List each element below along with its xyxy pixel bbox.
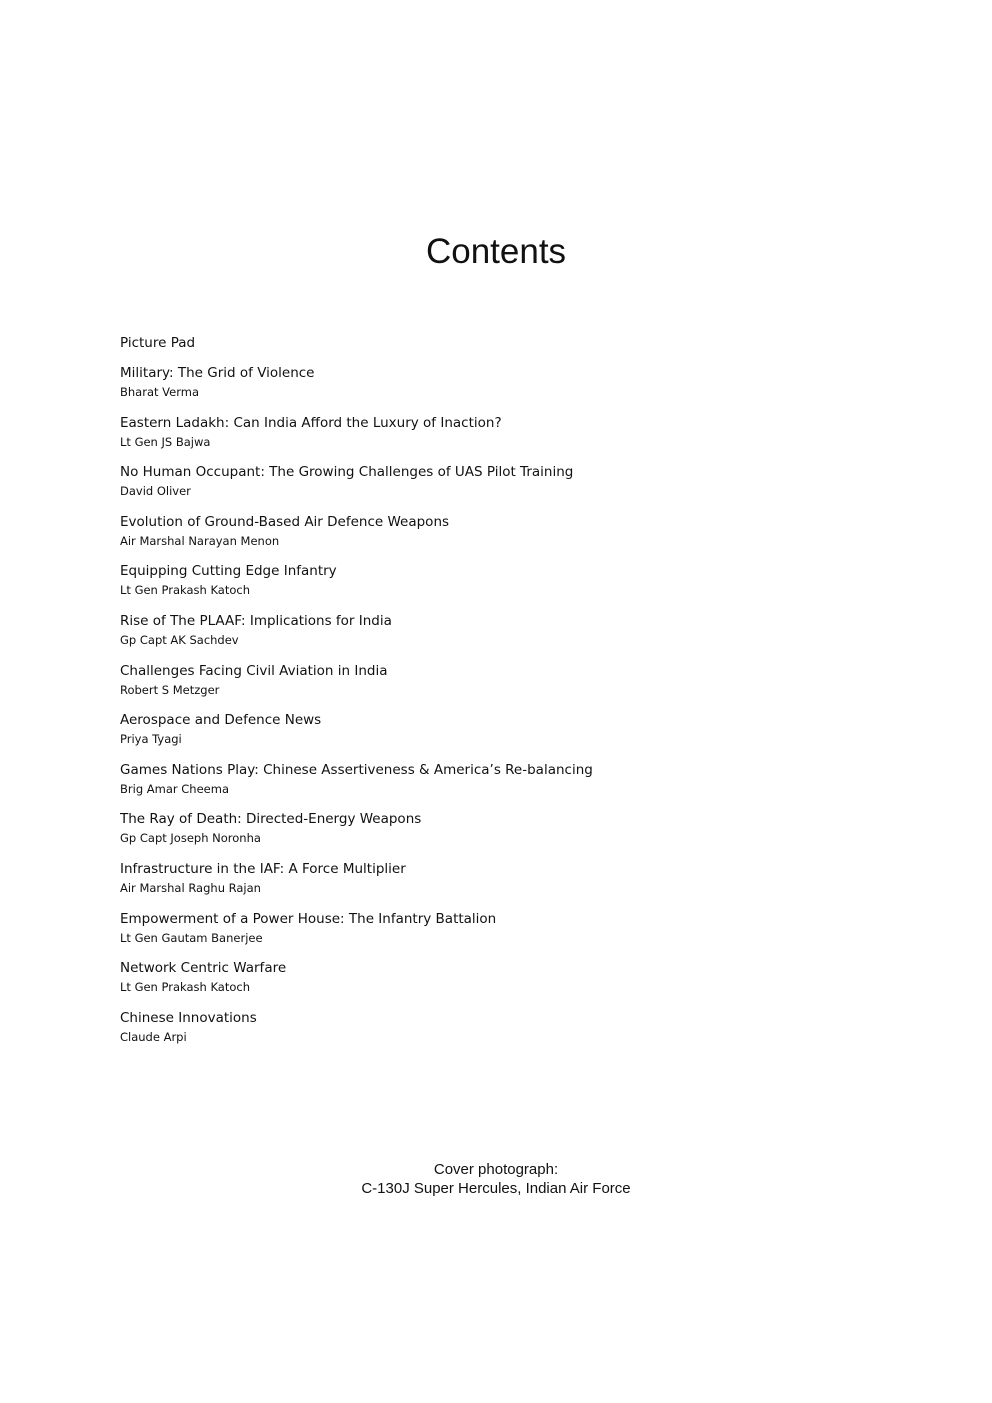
article-author: Air Marshal Raghu Rajan — [120, 880, 261, 895]
article-author: Gp Capt AK Sachdev — [120, 632, 239, 647]
article-author: Lt Gen JS Bajwa — [120, 434, 211, 449]
toc-entry[interactable] — [120, 413, 880, 463]
article-title[interactable]: Empowerment of a Power House: The Infantry Battalion — [120, 910, 497, 927]
cover-photo-caption: C-130J Super Hercules, Indian Air Force — [361, 1180, 631, 1197]
article-title[interactable]: Challenges Facing Civil Aviation in India — [120, 662, 388, 679]
page-title: Contents — [425, 232, 567, 271]
article-title[interactable]: The Ray of Death: Directed-Energy Weapons — [120, 811, 422, 828]
toc-entry[interactable] — [120, 760, 880, 810]
article-title[interactable]: Games Nations Play: Chinese Assertiveness & America’s Re-balancing — [120, 761, 593, 778]
article-author: Bharat Verma — [120, 385, 199, 399]
toc-item-picture-pad[interactable]: Picture Pad — [120, 335, 196, 351]
table-of-contents — [120, 333, 880, 1057]
article-author: Gp Capt Joseph Noronha — [120, 831, 261, 846]
article-title[interactable]: No Human Occupant: The Growing Challenges of UAS Pilot Training — [120, 464, 574, 481]
toc-entry[interactable] — [120, 561, 880, 611]
toc-entry[interactable] — [120, 710, 880, 760]
toc-entry[interactable] — [120, 512, 880, 562]
article-author: Brig Amar Cheema — [120, 781, 229, 796]
toc-entry[interactable] — [120, 661, 880, 711]
article-title[interactable]: Equipping Cutting Edge Infantry — [120, 563, 337, 580]
article-author: Robert S Metzger — [120, 682, 220, 697]
toc-entry[interactable] — [120, 363, 880, 413]
toc-entry[interactable] — [120, 462, 880, 512]
toc-entry[interactable] — [120, 611, 880, 661]
article-title[interactable]: Evolution of Ground-Based Air Defence Weapons — [120, 513, 450, 530]
article-title[interactable]: Chinese Innovations — [120, 1009, 257, 1026]
article-title[interactable]: Infrastructure in the IAF: A Force Multiplier — [120, 860, 406, 877]
article-author: Lt Gen Gautam Banerjee — [120, 930, 263, 945]
article-author: David Oliver — [120, 484, 191, 499]
article-author: Claude Arpi — [120, 1029, 187, 1044]
article-author: Lt Gen Prakash Katoch — [120, 980, 250, 995]
cover-photo-label: Cover photograph: — [433, 1161, 559, 1178]
toc-entry[interactable] — [120, 859, 880, 909]
toc-entry[interactable] — [120, 1008, 880, 1058]
article-title[interactable]: Eastern Ladakh: Can India Afford the Luxury of Inaction? — [120, 414, 502, 431]
toc-entry[interactable] — [120, 958, 880, 1008]
article-title[interactable]: Network Centric Warfare — [120, 960, 287, 977]
article-title[interactable]: Military: The Grid of Violence — [120, 365, 315, 381]
toc-entry[interactable] — [120, 809, 880, 859]
article-title[interactable]: Rise of The PLAAF: Implications for India — [120, 612, 392, 629]
article-author: Air Marshal Narayan Menon — [120, 533, 280, 548]
cover-photo-credit — [0, 1160, 992, 1198]
article-title[interactable]: Aerospace and Defence News — [120, 712, 322, 729]
toc-entry[interactable] — [120, 909, 880, 959]
article-author: Priya Tyagi — [120, 732, 182, 747]
article-author: Lt Gen Prakash Katoch — [120, 583, 250, 598]
